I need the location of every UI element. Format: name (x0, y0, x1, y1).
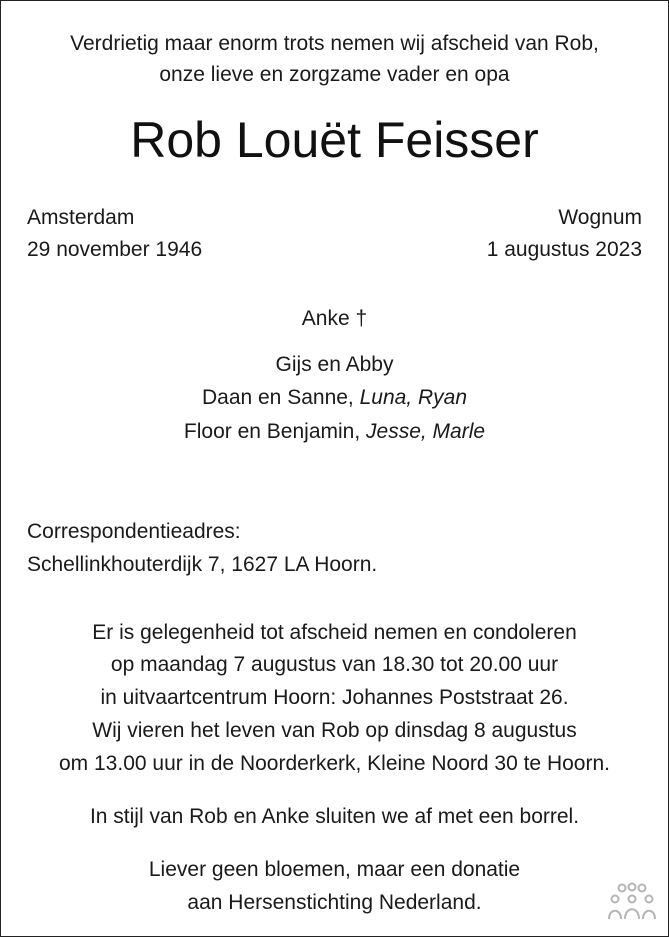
children-names: Daan en Sanne, (201, 386, 360, 409)
ceremony-line: om 13.00 uur in de Noorderkerk, Kleine Noord 30 te Hoorn. (59, 752, 610, 775)
intro-line-1: Verdrietig maar enorm trots nemen wij afscheid van Rob, (70, 32, 599, 55)
birth-place: Amsterdam (27, 206, 135, 229)
family-group-icon (606, 882, 658, 922)
death-date: 1 augustus 2023 (486, 238, 642, 261)
grandchildren-names: Luna, Ryan (359, 386, 468, 409)
deceased-name: Rob Louët Feisser (130, 112, 539, 168)
spouse-name: Anke † (301, 307, 368, 330)
intro-line-2: onze lieve en zorgzame vader en opa (159, 63, 510, 86)
ceremony-line: Wij vieren het leven van Rob op dinsdag 8 augustus (92, 719, 577, 742)
donation-line: aan Hersenstichting Nederland. (187, 891, 482, 914)
correspondence-label: Correspondentieadres: (27, 520, 241, 543)
correspondence-address: Schellinkhouterdijk 7, 1627 LA Hoorn. (27, 553, 378, 576)
death-place: Wognum (558, 206, 642, 229)
closing-line: In stijl van Rob en Anke sluiten we af met een borrel. (89, 805, 580, 828)
children-names: Floor en Benjamin, (183, 420, 367, 443)
donation-line: Liever geen bloemen, maar een donatie (148, 858, 521, 881)
birth-date: 29 november 1946 (27, 238, 203, 261)
family-line (1, 419, 668, 445)
family-line (1, 352, 668, 378)
ceremony-line: in uitvaartcentrum Hoorn: Johannes Poststraat 26. (100, 686, 569, 709)
ceremony-line: Er is gelegenheid tot afscheid nemen en condoleren (92, 621, 577, 644)
family-line (1, 385, 668, 411)
children-names: Gijs en Abby (275, 353, 394, 376)
ceremony-line: op maandag 7 augustus van 18.30 tot 20.00 uur (110, 653, 559, 676)
grandchildren-names: Jesse, Marle (366, 420, 486, 443)
